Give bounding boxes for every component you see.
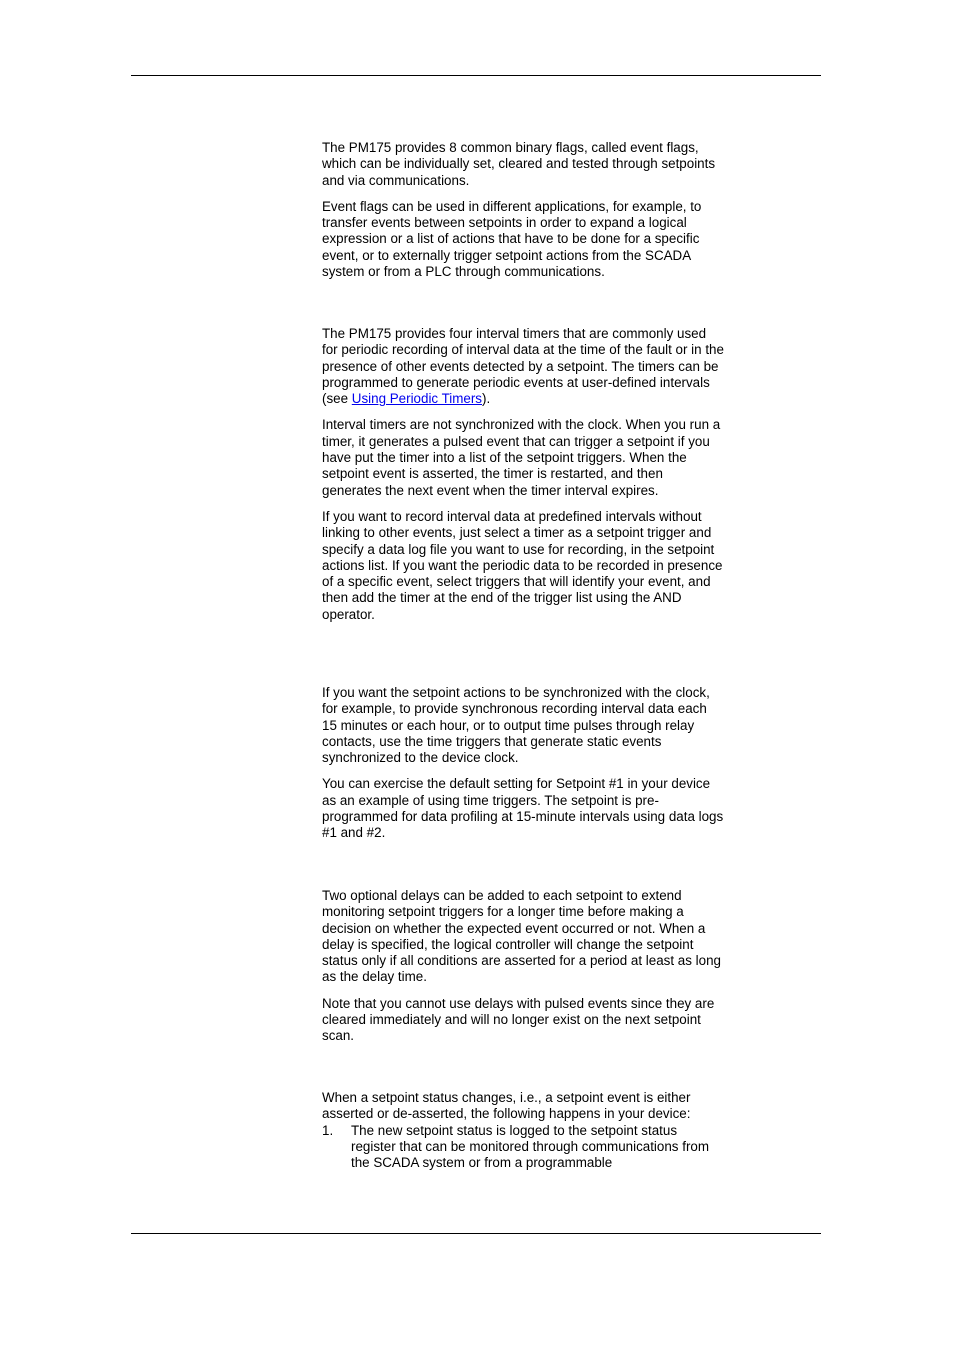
status-changes-steps bbox=[322, 1123, 725, 1172]
interval-timers-text: The PM175 provides four interval timers that are commonly used for periodic recording of interval data at the time of the fault or in the presence of other events detected by a setpoint. The timers can be programmed to generate periodic events at user-defined intervals (see bbox=[322, 326, 724, 407]
interval-timers-paragraph-1 bbox=[322, 326, 725, 407]
footer-rule bbox=[131, 1233, 821, 1234]
list-item-text: The new setpoint status is logged to the setpoint status register that can be monitored through communications from the SCADA system or from a programmable bbox=[351, 1122, 710, 1171]
time-triggers-paragraph-2: You can exercise the default setting for Setpoint #1 in your device as an example of using time triggers. The setpoint is pre-programmed for data profiling at 15-minute intervals using data logs #1 and #2. bbox=[322, 776, 724, 841]
delays-paragraph-1: Two optional delays can be added to each setpoint to extend monitoring setpoint triggers for a longer time before making a decision on whether the expected event occurred or not. When a delay is specified, the logical controller will change the setpoint status only if all conditions are asserted for a period at least as long as the delay time. bbox=[322, 888, 721, 985]
status-changes-paragraph-1: When a setpoint status changes, i.e., a setpoint event is either asserted or de-asserted, the following happens in your device: bbox=[322, 1090, 691, 1122]
interval-timers-paragraph-3: If you want to record interval data at predefined intervals without linking to other events, just select a timer as a setpoint trigger and specify a data log file you want to use for recording, in the setpoint actions list. If you want the periodic data to be recorded in presence of a specific event, select triggers that will identify your event, and then add the timer at the end of the trigger list using the AND operator. bbox=[322, 508, 723, 622]
list-item bbox=[322, 1123, 725, 1172]
time-triggers-section bbox=[322, 685, 725, 842]
list-item-number: 1. bbox=[322, 1122, 334, 1138]
header-rule bbox=[131, 75, 821, 76]
using-periodic-timers-link[interactable]: Using Periodic Timers bbox=[351, 391, 483, 407]
time-triggers-paragraph-1: If you want the setpoint actions to be synchronized with the clock, for example, to provide synchronous recording interval data each 15 minutes or each hour, or to output time pulses through relay contacts, use the time triggers that generate static events synchronized to the device clock. bbox=[322, 685, 710, 766]
delays-section bbox=[322, 888, 725, 1045]
status-changes-section bbox=[322, 1090, 725, 1171]
event-flags-paragraph-1: The PM175 provides 8 common binary flags, called event flags, which can be individually set, cleared and tested through setpoints and via communications. bbox=[322, 140, 716, 188]
interval-timers-section bbox=[322, 326, 725, 623]
event-flags-section bbox=[322, 140, 725, 280]
event-flags-paragraph-2: Event flags can be used in different applications, for example, to transfer events between setpoints in order to expand a logical expression or a list of actions that have to be done for a specific event, or to externally trigger setpoint actions from the SCADA system or from a PLC through communications. bbox=[322, 198, 702, 280]
delays-paragraph-2: Note that you cannot use delays with pulsed events since they are cleared immediately and will no longer exist on the next setpoint scan. bbox=[322, 995, 715, 1044]
interval-timers-paragraph-2: Interval timers are not synchronized with the clock. When you run a timer, it generates a pulsed event that can trigger a setpoint if you have put the timer into a list of the setpoint triggers. When the setpoint event is asserted, the timer is restarted, and then generates the next event when the timer interval expires. bbox=[322, 417, 721, 498]
interval-timers-text-end: ). bbox=[482, 391, 491, 407]
